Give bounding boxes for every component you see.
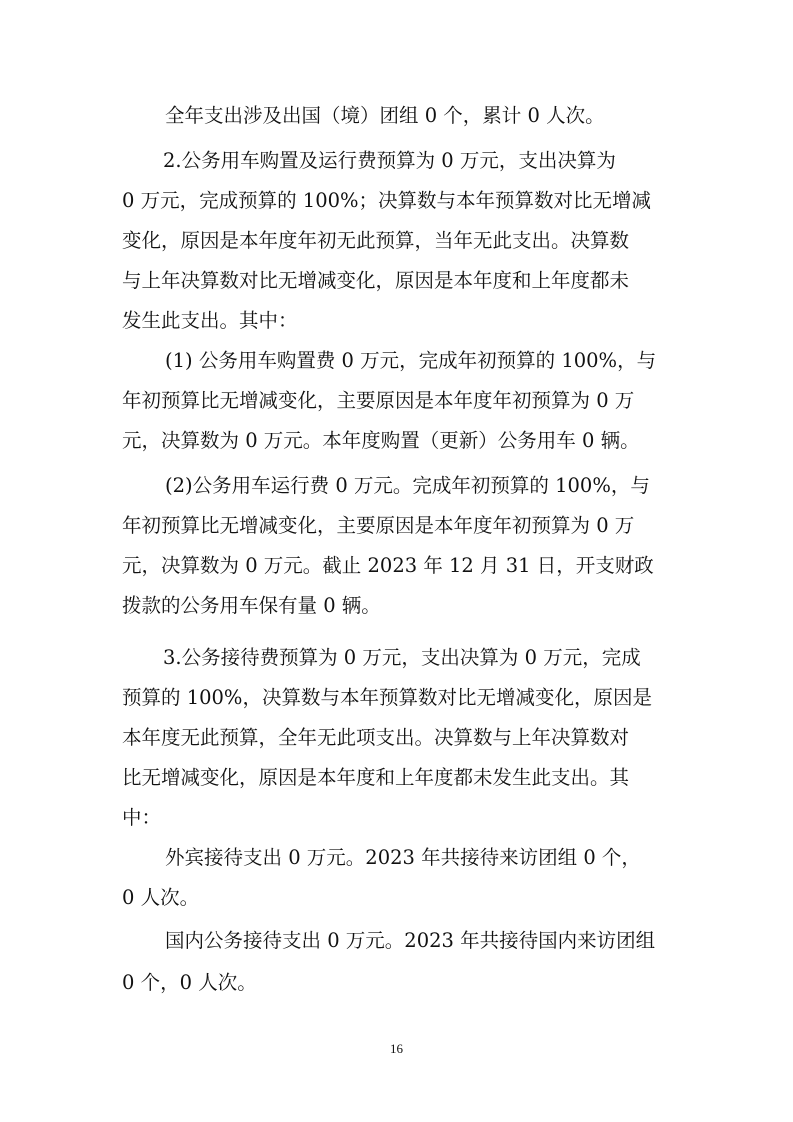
text-line <box>0 300 793 342</box>
text-line <box>0 140 793 182</box>
text-line-content: 元，决算数为 0 万元。截止 2023 年 12 月 31 日，开支财政 <box>122 554 654 577</box>
text-line-content: 中： <box>122 806 162 829</box>
text-line <box>0 637 793 679</box>
text-line-content: (1) 公务用车购置费 0 万元，完成年初预算的 100%，与 <box>165 349 657 372</box>
text-line-content: 与上年决算数对比无增减变化，原因是本年度和上年度都未 <box>122 269 630 292</box>
text-line <box>0 877 793 919</box>
text-line-content: 3.公务接待费预算为 0 万元，支出决算为 0 万元，完成 <box>163 646 641 669</box>
text-line-content: 2.公务用车购置及运行费预算为 0 万元，支出决算为 <box>163 149 616 172</box>
text-line <box>0 180 793 222</box>
text-line <box>0 920 793 962</box>
text-line <box>0 505 793 547</box>
text-line-content: 0 万元，完成预算的 100%；决算数与本年预算数对比无增减 <box>122 189 652 212</box>
text-line-content: 0 个，0 人次。 <box>122 971 257 994</box>
text-line-content: 发生此支出。其中： <box>122 309 298 332</box>
text-line-content: 比无增减变化，原因是本年度和上年度都未发生此支出。其 <box>122 766 630 789</box>
text-line <box>0 797 793 839</box>
text-line <box>0 837 793 879</box>
text-line-content: 拨款的公务用车保有量 0 辆。 <box>122 594 381 617</box>
text-line-content: 0 人次。 <box>122 886 200 909</box>
text-line-content: 预算的 100%，决算数与本年预算数对比无增减变化，原因是 <box>122 686 652 709</box>
text-line <box>0 260 793 302</box>
text-line-content: 本年度无此预算，全年无此项支出。决算数与上年决算数对 <box>122 726 630 749</box>
text-line-content: 元，决算数为 0 万元。本年度购置（更新）公务用车 0 辆。 <box>122 429 640 452</box>
text-line <box>0 717 793 759</box>
text-line-content: 年初预算比无增减变化，主要原因是本年度年初预算为 0 万 <box>122 514 635 537</box>
text-line <box>0 340 793 382</box>
text-line <box>0 677 793 719</box>
text-line-content: 年初预算比无增减变化，主要原因是本年度年初预算为 0 万 <box>122 389 635 412</box>
text-line <box>0 585 793 627</box>
text-line-content: 变化，原因是本年度年初无此预算，当年无此支出。决算数 <box>122 229 630 252</box>
text-line-content: 全年支出涉及出国（境）团组 0 个，累计 0 人次。 <box>165 104 605 127</box>
text-line <box>0 545 793 587</box>
text-line <box>0 962 793 1004</box>
page-number: 16 <box>390 1041 403 1056</box>
text-line <box>0 380 793 422</box>
text-line <box>0 757 793 799</box>
text-line-content: 国内公务接待支出 0 万元。2023 年共接待国内来访团组 <box>165 929 656 952</box>
text-line <box>0 420 793 462</box>
text-line-content: 外宾接待支出 0 万元。2023 年共接待来访团组 0 个， <box>165 846 641 869</box>
text-line <box>0 465 793 507</box>
text-line <box>0 220 793 262</box>
text-line-content: (2)公务用车运行费 0 万元。完成年初预算的 100%，与 <box>165 474 650 497</box>
text-line <box>0 95 793 137</box>
